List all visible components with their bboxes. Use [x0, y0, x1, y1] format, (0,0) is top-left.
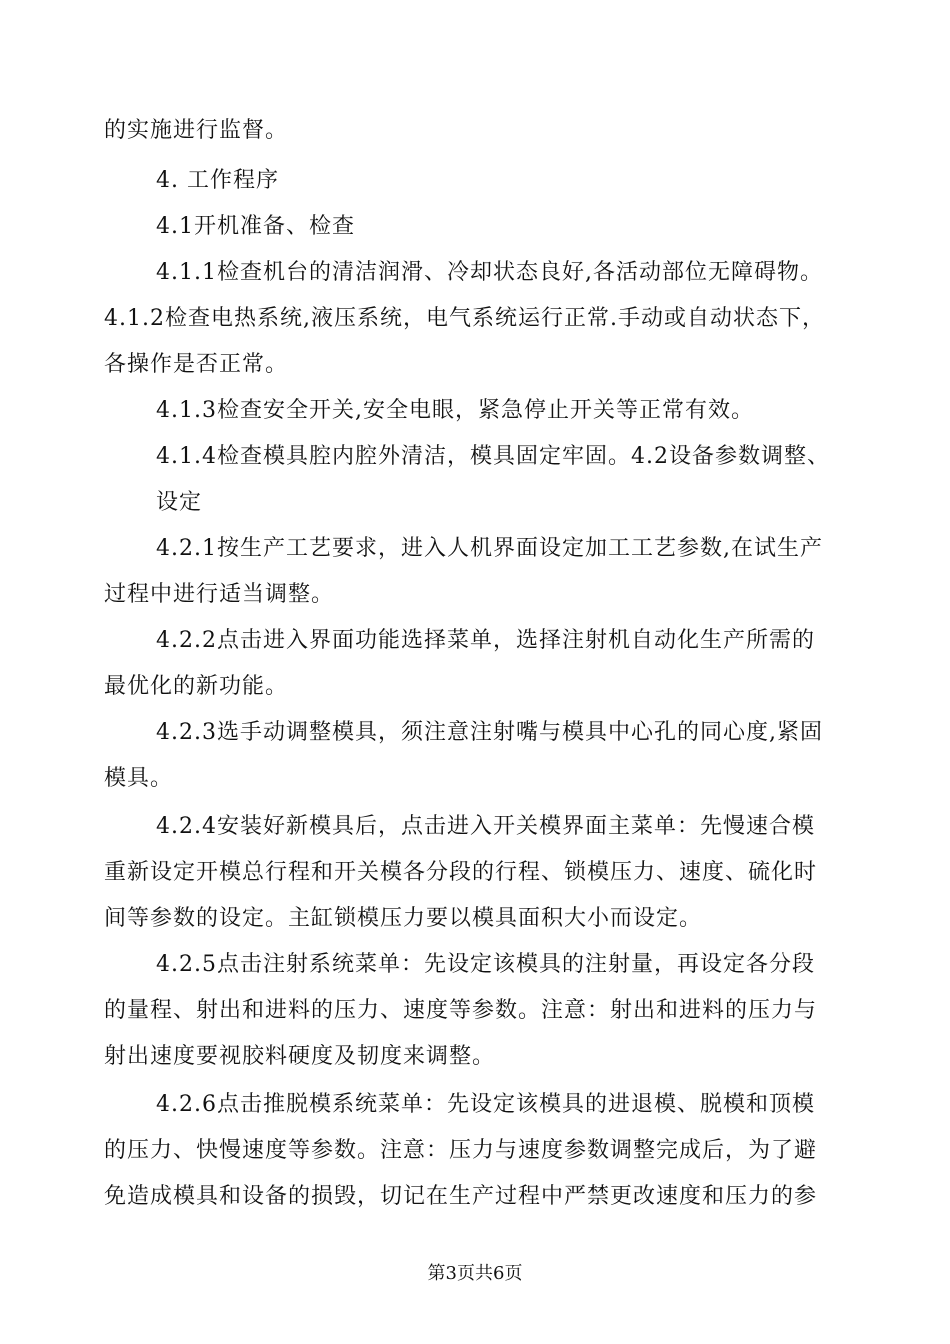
text-line-4-2-6-cont-2: 免造成模具和设备的损毁，切记在生产过程中严禁更改速度和压力的参 — [104, 1184, 818, 1209]
text-line-4-2-4: 4.2.4安装好新模具后，点击进入开关模界面主菜单：先慢速合模 — [156, 814, 815, 839]
text-line-4-2-1: 4.2.1按生产工艺要求，进入人机界面设定加工工艺参数,在试生产 — [156, 536, 823, 561]
text-line-4-2-2: 4.2.2点击进入界面功能选择菜单，选择注射机自动化生产所需的 — [156, 628, 815, 653]
text-line-1: 的实施进行监督。 — [104, 118, 289, 143]
text-line-4-1-4: 4.1.4检查模具腔内腔外清洁，模具固定牢固。4.2设备参数调整、 — [156, 444, 830, 469]
text-line-4-2-5-cont-2: 射出速度要视胶料硬度及韧度来调整。 — [104, 1044, 496, 1069]
text-line-4-1-2-cont: 各操作是否正常。 — [104, 352, 289, 377]
section-heading-4-1: 4.1开机准备、检查 — [156, 214, 355, 239]
text-line-4-2-6-cont-1: 的压力、快慢速度等参数。注意：压力与速度参数调整完成后，为了避 — [104, 1138, 818, 1163]
page-number-footer: 第3页共6页 — [427, 1263, 523, 1284]
text-line-4-2-2-cont: 最优化的新功能。 — [104, 674, 289, 699]
text-line-4-1-3: 4.1.3检查安全开关,安全电眼，紧急停止开关等正常有效。 — [156, 398, 754, 423]
text-line-4-2-5: 4.2.5点击注射系统菜单：先设定该模具的注射量，再设定各分段 — [156, 952, 815, 977]
text-line-4-2-1-cont: 过程中进行适当调整。 — [104, 582, 335, 607]
text-line-4-2-3-cont: 模具。 — [104, 766, 174, 791]
text-line-4-2-5-cont-1: 的量程、射出和进料的压力、速度等参数。注意：射出和进料的压力与 — [104, 998, 818, 1023]
text-line-4-2-3: 4.2.3选手动调整模具，须注意注射嘴与模具中心孔的同心度,紧固 — [156, 720, 823, 745]
text-line-4-1-2: 4.1.2检查电热系统,液压系统，电气系统运行正常.手动或自动状态下， — [104, 306, 825, 331]
text-line-4-2-4-cont-1: 重新设定开模总行程和开关模各分段的行程、锁模压力、速度、硫化时 — [104, 860, 818, 885]
text-line-4-2-6: 4.2.6点击推脱模系统菜单：先设定该模具的进退模、脱模和顶模 — [156, 1092, 815, 1117]
section-heading-4: 4. 工作程序 — [156, 168, 279, 193]
text-line-4-2-cont: 设定 — [156, 490, 203, 515]
text-line-4-1-1: 4.1.1检查机台的清洁润滑、冷却状态良好,各活动部位无障碍物。 — [156, 260, 823, 285]
text-line-4-2-4-cont-2: 间等参数的设定。主缸锁模压力要以模具面积大小而设定。 — [104, 906, 703, 931]
